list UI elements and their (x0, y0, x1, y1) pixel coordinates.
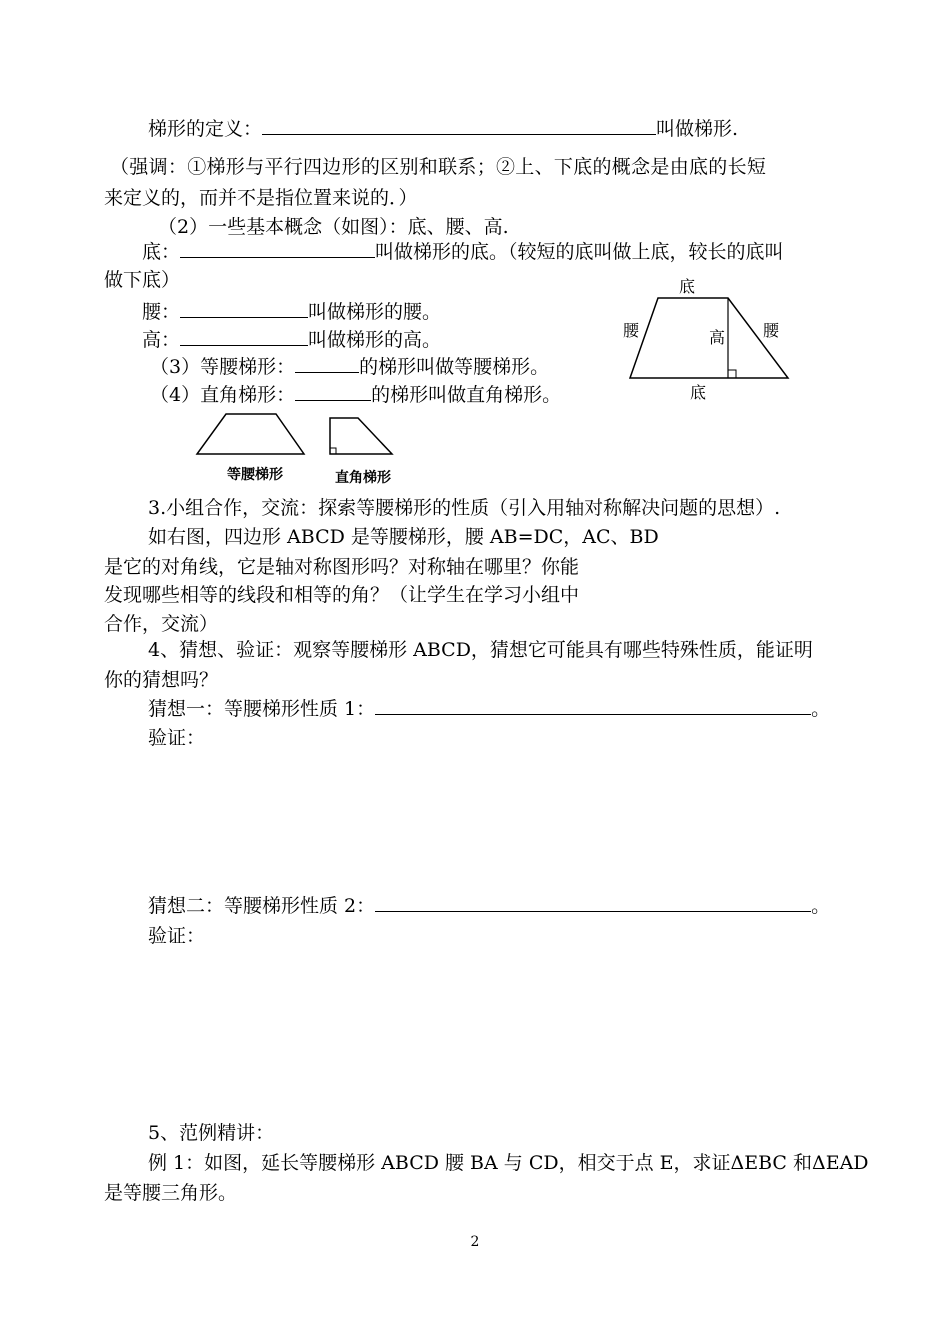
label-height: 高 (709, 328, 726, 347)
isosceles-trapezoid-label: 等腰梯形 (227, 467, 283, 483)
right-trapezoid-shape (330, 418, 392, 454)
label-bottom-base: 底 (690, 383, 707, 402)
verify2-label: 验证： (148, 925, 206, 947)
guess1-blank[interactable] (375, 697, 811, 715)
height-blank[interactable] (180, 328, 308, 346)
base-prefix: 底： (142, 241, 181, 263)
right-trapezoid-angle-mark (330, 448, 336, 454)
height-suffix: 叫做梯形的高。 (308, 329, 442, 351)
leg-blank[interactable] (180, 300, 308, 318)
emphasis-line-1: （强调：①梯形与平行四边形的区别和联系；②上、下底的概念是由底的长短 (110, 156, 767, 178)
guess1-period: 。 (811, 698, 831, 720)
example1-line-1: 例 1：如图，延长等腰梯形 ABCD 腰 BA 与 CD，相交于点 E，求证ΔEBC 和ΔEAD (148, 1152, 869, 1174)
leg-prefix: 腰： (142, 301, 181, 323)
section3-line-1: 3.小组合作，交流：探索等腰梯形的性质（引入用轴对称解决问题的思想）. (148, 497, 781, 519)
definition-line (148, 117, 738, 141)
leg-suffix: 叫做梯形的腰。 (308, 301, 442, 323)
height-definition-line (142, 328, 441, 352)
trapezoid-figure (620, 270, 800, 410)
label-top-base: 底 (679, 277, 696, 296)
right-trapezoid-label: 直角梯形 (335, 470, 391, 486)
section3-line-2: 如右图，四边形 ABCD 是等腰梯形，腰 AB=DC，AC、BD (148, 526, 659, 548)
small-trapezoids-figure (190, 408, 410, 488)
definition-blank[interactable] (262, 117, 656, 135)
definition-prefix: 梯形的定义： (148, 118, 263, 140)
guess1-label: 猜想一：等腰梯形性质 1： (148, 698, 376, 720)
isosceles-blank[interactable] (295, 355, 359, 373)
verify1-label: 验证： (148, 727, 206, 749)
label-right-leg: 腰 (763, 321, 780, 340)
concepts-heading: （2）一些基本概念（如图）：底、腰、高. (158, 216, 509, 238)
right-trapezoid-suffix: 的梯形叫做直角梯形。 (371, 384, 562, 406)
section5-heading: 5、范例精讲： (148, 1122, 275, 1144)
section3-line-4: 发现哪些相等的线段和相等的角？（让学生在学习小组中 (104, 584, 580, 606)
base-definition-line (142, 240, 784, 264)
base-suffix: 叫做梯形的底。（较短的底叫做上底，较长的底叫 (375, 241, 784, 263)
section4-line-1: 4、猜想、验证：观察等腰梯形 ABCD，猜想它可能具有哪些特殊性质，能证明 (148, 639, 813, 661)
isosceles-trapezoid-shape (197, 414, 304, 454)
base-blank[interactable] (180, 240, 375, 258)
guess2-blank[interactable] (375, 894, 811, 912)
guess1-line (148, 697, 830, 721)
example1-line-2: 是等腰三角形。 (104, 1182, 238, 1204)
base-definition-line-2: 做下底） (104, 269, 181, 291)
isosceles-definition-line (150, 355, 549, 379)
isosceles-prefix: （3）等腰梯形： (150, 356, 296, 378)
section4-line-2: 你的猜想吗？ (104, 669, 219, 691)
right-trapezoid-definition-line (150, 383, 561, 407)
right-angle-mark (728, 370, 736, 378)
guess2-line (148, 894, 830, 918)
page-number: 2 (470, 1234, 480, 1250)
right-trapezoid-prefix: （4）直角梯形： (150, 384, 296, 406)
height-prefix: 高： (142, 329, 181, 351)
guess2-period: 。 (811, 895, 831, 917)
section3-line-5: 合作，交流） (104, 613, 219, 635)
right-trapezoid-blank[interactable] (295, 383, 371, 401)
isosceles-suffix: 的梯形叫做等腰梯形。 (359, 356, 550, 378)
label-left-leg: 腰 (623, 321, 640, 340)
definition-suffix: 叫做梯形. (656, 118, 739, 140)
section3-line-3: 是它的对角线，它是轴对称图形吗？对称轴在哪里？你能 (104, 556, 580, 578)
emphasis-line-2: 来定义的，而并不是指位置来说的．） (104, 187, 418, 209)
guess2-label: 猜想二：等腰梯形性质 2： (148, 895, 376, 917)
leg-definition-line (142, 300, 441, 324)
